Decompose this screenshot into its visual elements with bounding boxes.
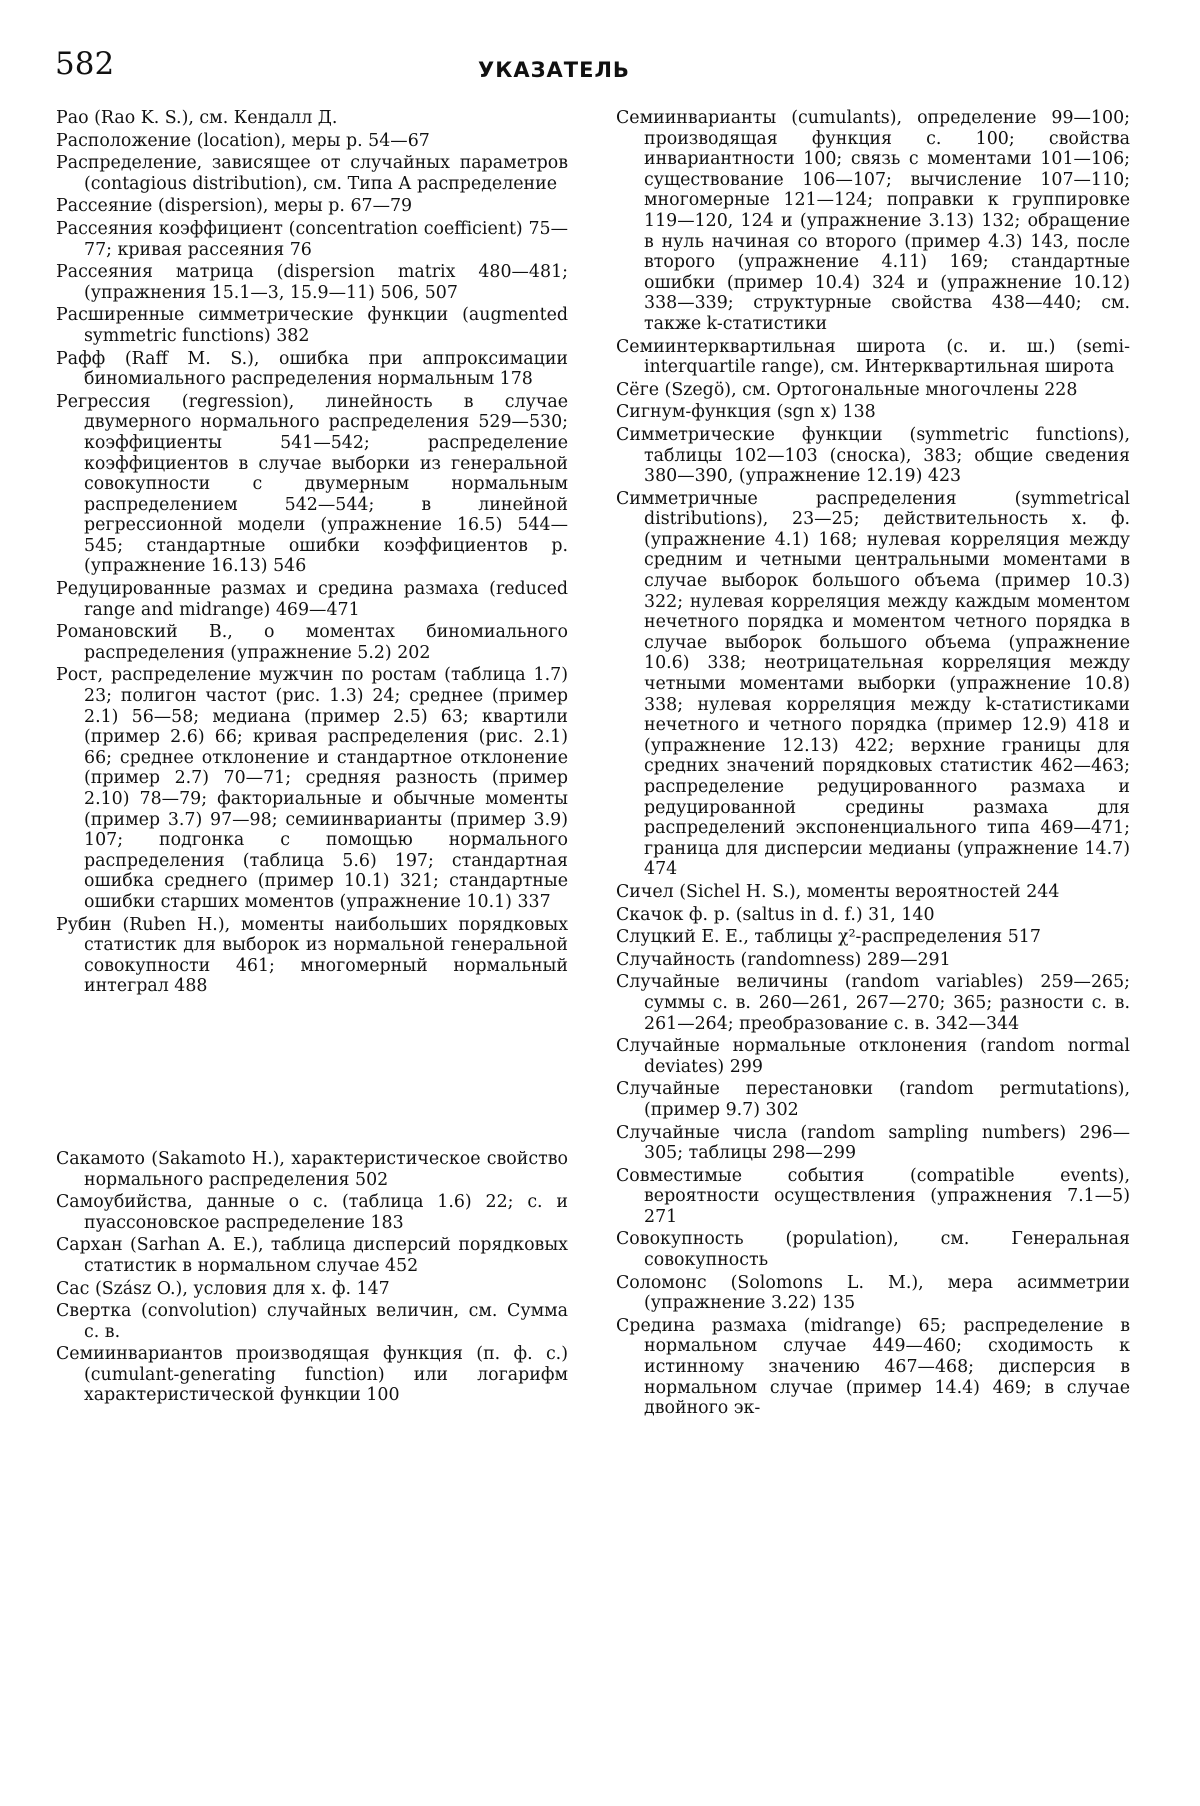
index-entry (616, 905, 1130, 926)
index-entry (616, 972, 1130, 1034)
index-entry (56, 1279, 568, 1300)
index-entry (616, 1036, 1130, 1077)
index-entry (616, 950, 1130, 971)
index-entry-text: Рао (Rao K. S.), см. Кендалл Д. (56, 108, 338, 128)
index-entry-text: Семиинтерквартильная широта (с. и. ш.) (semi-interquartile range), см. Интерквартильная широта (616, 336, 1130, 378)
index-entry-text: Совокупность (population), см. Генеральная совокупность (616, 1229, 1130, 1271)
index-entry-text: Рассеяния коэффициент (concentration coefficient) 75—77; кривая рассеяния 76 (56, 218, 568, 260)
index-entry (56, 915, 568, 997)
index-entry (616, 337, 1130, 378)
page-number: 582 (55, 46, 115, 82)
index-entry (56, 153, 568, 194)
index-entry-text: Самоубийства, данные о с. (таблица 1.6) 22; с. и пуассоновское распределение 183 (56, 1192, 568, 1233)
index-entry-text: Рассеяния матрица (dispersion matrix 480—481; (упражнения 15.1—3, 15.9—11) 506, 507 (56, 262, 568, 303)
index-entry (56, 1301, 568, 1342)
index-entry (616, 882, 1130, 903)
index-entry (616, 1273, 1130, 1314)
index-entry (56, 131, 568, 152)
letter-section-gap (56, 999, 568, 1149)
index-entry-text: Сакамото (Sakamoto H.), характеристическое свойство нормального распределения 502 (56, 1148, 568, 1190)
index-entry (56, 1149, 568, 1190)
index-entry (616, 1316, 1130, 1419)
index-entry-text: Рассеяние (dispersion), меры р. 67—79 (56, 196, 413, 217)
index-entry (56, 219, 568, 260)
index-entry-text: Регрессия (regression), линейность в случае двумерного нормального распределения 529—530; коэффициенты 541—542; распределение коэффициентов в случае выборки из генеральной совокупности с двумерным нормальным распределением 542—544; в линейной регрессионной модели (упражнение 16.5) 544—545; стандартные ошибки коэффициентов р. (упражнение 16.13) 546 (56, 391, 568, 577)
index-entry-text: Сархан (Sarhan A. E.), таблица дисперсий порядковых статистик в нормальном случае 452 (56, 1235, 568, 1276)
index-entry-text: Расширенные симметрические функции (augmented symmetric functions) 382 (56, 305, 568, 346)
left-column-top-entries (56, 108, 568, 997)
index-entry (616, 108, 1130, 335)
index-entry-text: Соломонс (Solomons L. M.), мера асимметрии (упражнение 3.22) 135 (616, 1272, 1130, 1314)
index-entry (56, 622, 568, 663)
index-entry (616, 402, 1130, 423)
index-entry-text: Средина размаха (midrange) 65; распределение в нормальном случае 449—460; сходимость к истинному значению 467—468; дисперсия в нормальном случае (пример 14.4) 469; в случае двойного эк- (616, 1315, 1130, 1419)
index-entry (56, 305, 568, 346)
index-entry-text: Сёге (Szegö), см. Ортогональные многочлены 228 (616, 379, 1078, 400)
index-entry (616, 1079, 1130, 1120)
index-entry (56, 579, 568, 620)
index-entry (56, 262, 568, 303)
index-entry-text: Случайные числа (random sampling numbers) 296—305; таблицы 298—299 (616, 1122, 1130, 1164)
index-entry-text: Сас (Szász O.), условия для х. ф. 147 (56, 1278, 390, 1299)
index-entry-text: Сичел (Sichel H. S.), моменты вероятностей 244 (616, 881, 1060, 902)
left-column-bottom-entries (56, 1149, 568, 1406)
index-entry (616, 425, 1130, 487)
index-entry-text: Расположение (location), меры р. 54—67 (56, 130, 430, 151)
index-entry (56, 665, 568, 912)
index-entry-text: Случайные перестановки (random permutations), (пример 9.7) 302 (616, 1079, 1130, 1120)
running-head: УКАЗАТЕЛЬ (478, 58, 630, 82)
index-entry (56, 349, 568, 390)
index-entry-text: Случайность (randomness) 289—291 (616, 949, 951, 970)
index-entry-text: Рост, распределение мужчин по ростам (таблица 1.7) 23; полигон частот (рис. 1.3) 24; среднее (пример 2.1) 56—58; медиана (пример 2.5) 63; квартили (пример 2.6) 66; кривая распределения (рис. 2.1) 66; среднее отклонение и стандартное отклонение (пример 2.7) 70—71; средняя разность (пример 2.10) 78—79; факториальные и обычные моменты (пример 3.7) 97—98; семиинварианты (пример 3.9) 107; подгонка с помощью нормального распределения (таблица 5.6) 197; стандартная ошибка среднего (пример 10.1) 321; стандартные ошибки старших моментов (упражнение 10.1) 337 (56, 665, 568, 912)
index-entry-text: Случайные величины (random variables) 259—265; суммы с. в. 260—261, 267—270; 365; разности с. в. 261—264; преобразование с. в. 342—344 (616, 972, 1130, 1034)
index-entry-text: Слуцкий Е. Е., таблицы χ²-распределения 517 (616, 927, 1041, 948)
index-entry-text: Распределение, зависящее от случайных параметров (contagious distribution), см. Типа А распределение (56, 153, 568, 194)
index-entry (616, 927, 1130, 948)
index-entry (56, 108, 568, 129)
index-entry (56, 392, 568, 577)
right-column (616, 108, 1130, 1421)
index-entry (616, 1229, 1130, 1270)
left-column (56, 108, 568, 1408)
index-entry-text: Симметрические функции (symmetric functions), таблицы 102—103 (сноска), 383; общие сведения 380—390, (упражнение 12.19) 423 (616, 424, 1130, 487)
index-entry (56, 196, 568, 217)
index-entry (616, 1123, 1130, 1164)
index-entry-text: Рубин (Ruben H.), моменты наибольших порядковых статистик для выборок из нормальной генеральной совокупности 461; многомерный нормальный интеграл 488 (56, 914, 568, 997)
index-entry (56, 1344, 568, 1406)
index-entry-text: Сигнум-функция (sgn x) 138 (616, 402, 876, 423)
index-entry-text: Симметричные распределения (symmetrical distributions), 23—25; действительность х. ф. (упражнение 4.1) 168; нулевая корреляция между средним и четными центральными моментами в случае выборок большого объема (пример 10.3) 322; нулевая корреляция между каждым моментом нечетного порядка и моментом четного порядка в случае выборок большого объема (упражнение 10.6) 338; неотрицательная корреляция между четными моментами выборки (упражнение 10.8) 338; нулевая корреляция между k-статистиками нечетного и четного порядка (пример 12.9) 418 и (упражнение 12.13) 422; верхние границы для средних значений порядковых статистик 462—463; распределение редуцированного размаха и редуцированной средины размаха для распределений экспоненциального типа 469—471; граница для дисперсии медианы (упражнение 14.7) 474 (616, 488, 1130, 880)
index-entry-text: Скачок ф. р. (saltus in d. f.) 31, 140 (616, 904, 935, 925)
index-entry (616, 489, 1130, 880)
index-entry-text: Совместимые события (compatible events), вероятности осуществления (упражнения 7.1—5) 271 (616, 1165, 1130, 1227)
index-entry (56, 1235, 568, 1276)
index-entry-text: Семиинвариантов производящая функция (п. ф. с.) (cumulant-generating function) или логарифм характеристической функции 100 (56, 1344, 568, 1406)
right-column-entries (616, 108, 1130, 1419)
index-entry-text: Свертка (convolution) случайных величин, см. Сумма с. в. (56, 1301, 568, 1342)
index-entry-text: Редуцированные размах и средина размаха (reduced range and midrange) 469—471 (56, 579, 568, 620)
index-entry-text: Рафф (Raff M. S.), ошибка при аппроксимации биномиального распределения нормальным 178 (56, 348, 568, 390)
index-entry-text: Романовский В., о моментах биномиального распределения (упражнение 5.2) 202 (56, 622, 568, 663)
index-entry (616, 1166, 1130, 1228)
index-entry (56, 1192, 568, 1233)
index-entry-text: Случайные нормальные отклонения (random normal deviates) 299 (616, 1036, 1130, 1077)
index-entry (616, 380, 1130, 401)
index-entry-text: Семиинварианты (cumulants), определение 99—100; производящая функция с. 100; свойства инвариантности 100; связь с моментами 101—106; существование 106—107; вычисление 107—110; многомерные 121—124; поправки к группировке 119—120, 124 и (упражнение 3.13) 132; обращение в нуль начиная со второго (пример 4.3) 143, после второго (упражнение 4.11) 169; стандартные ошибки (пример 10.4) 324 и (упражнение 10.12) 338—339; структурные свойства 438—440; см. также k-статистики (616, 108, 1130, 334)
